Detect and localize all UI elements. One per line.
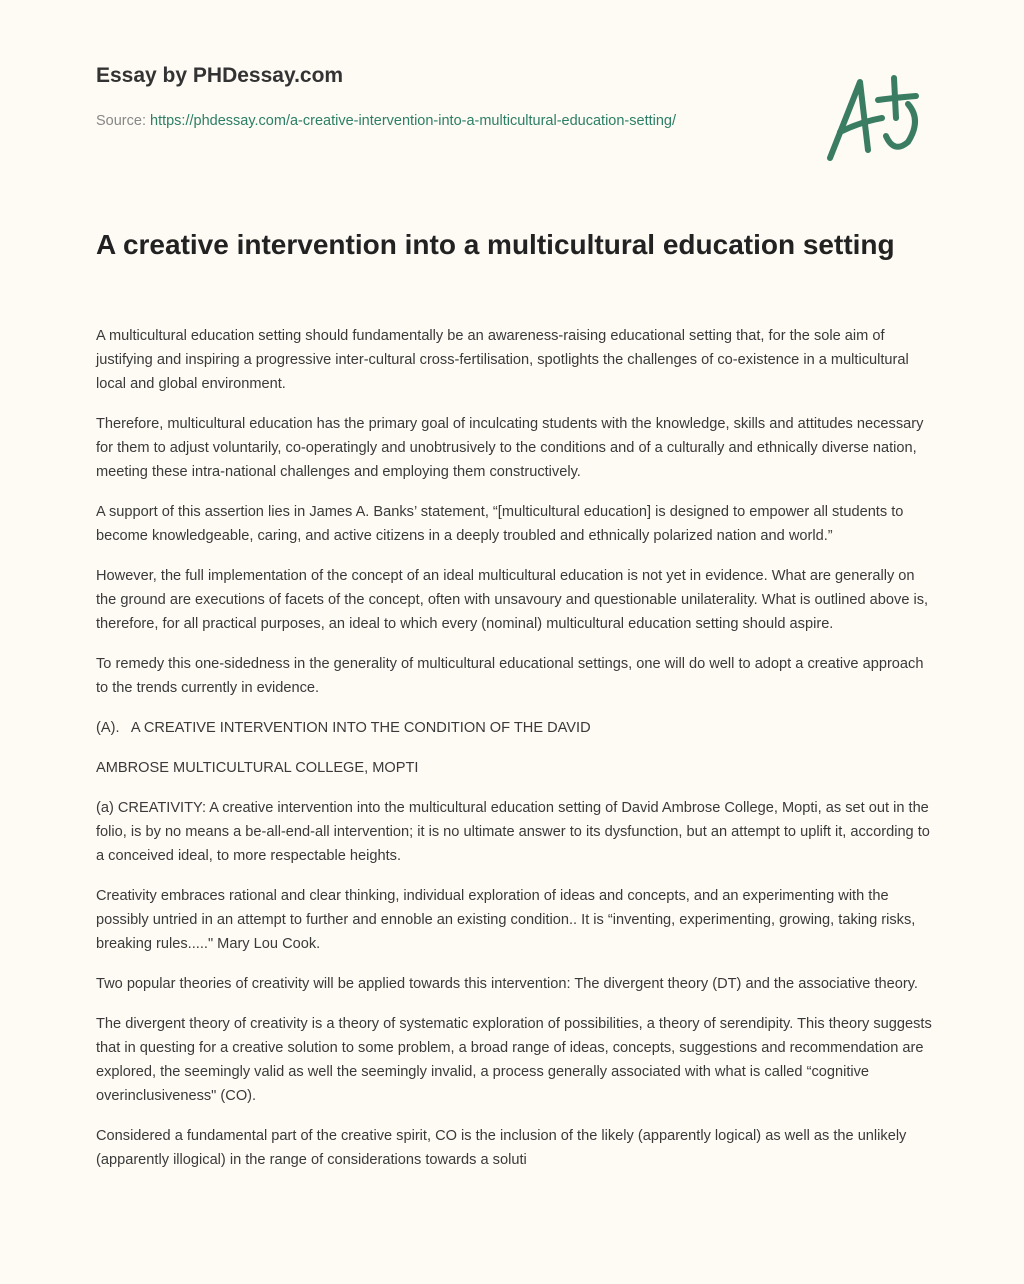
paragraph: A support of this assertion lies in James A. Banks’ statement, “[multicultural education] is designed to empower all students to become knowledgeable, caring, and active citizens in a deeply troubled and ethnically polarized nation and world.”: [96, 504, 904, 544]
paragraph: Considered a fundamental part of the creative spirit, CO is the inclusion of the likely (apparently logical) as well as the unlikely (apparently illogical) in the range of considerations towards a soluti: [96, 1128, 907, 1168]
paragraph: To remedy this one-sidedness in the generality of multicultural educational settings, one will do well to adopt a creative approach to the trends currently in evidence.: [96, 656, 924, 696]
paragraph: Creativity embraces rational and clear thinking, individual exploration of ideas and concepts, and an experimenting with the possibly untried in an attempt to further and ennoble an existing condition.. It is “inventing, experimenting, growing, taking risks, breaking rules....." Mary Lou Cook.: [96, 888, 916, 952]
section-heading: (A). A CREATIVE INTERVENTION INTO THE CONDITION OF THE DAVID: [96, 720, 591, 736]
section-heading: AMBROSE MULTICULTURAL COLLEGE, MOPTI: [96, 760, 419, 776]
paragraph: However, the full implementation of the concept of an ideal multicultural education is not yet in evidence. What are generally on the ground are executions of facets of the concept, often with unsavoury and questionable unilaterality. What is outlined above is, therefore, for all practical purposes, an ideal to which every (nominal) multicultural education setting should aspire.: [96, 568, 929, 632]
source-link[interactable]: https://phdessay.com/a-creative-intervention-into-a-multicultural-education-setting/: [150, 113, 677, 129]
paragraph: (a) CREATIVITY: A creative intervention into the multicultural education setting of David Ambrose College, Mopti, as set out in the folio, is by no means a be-all-end-all intervention; it is no ultimate answer to its dysfunction, but an attempt to uplift it, according to a conceived ideal, to more respectable heights.: [96, 800, 930, 864]
site-title: Essay by PHDessay.com: [96, 64, 344, 87]
a-plus-logo-icon: [820, 70, 930, 165]
paragraph: Therefore, multicultural education has the primary goal of inculcating students with the knowledge, skills and attitudes necessary for them to adjust voluntarily, co-operatingly and unobtrusively to the conditions and of a culturally and ethnically diverse nation, meeting these intra-national challenges and employing them constructively.: [96, 416, 924, 480]
source-line: [96, 110, 736, 133]
paragraph: Two popular theories of creativity will be applied towards this intervention: The divergent theory (DT) and the associative theory.: [96, 976, 918, 992]
article-title: A creative intervention into a multicultural education setting: [96, 229, 895, 260]
paragraph: The divergent theory of creativity is a theory of systematic exploration of possibilities, a theory of serendipity. This theory suggests that in questing for a creative solution to some problem, a broad range of ideas, concepts, suggestions and recommendation are explored, the seemingly valid as well the seemingly invalid, a process generally associated with what is called “cognitive overinclusiveness" (CO).: [96, 1016, 932, 1104]
paragraph: A multicultural education setting should fundamentally be an awareness-raising educational setting that, for the sole aim of justifying and inspiring a progressive inter-cultural cross-fertilisation, spotlights the challenges of co-existence in a multicultural local and global environment.: [96, 328, 909, 392]
article-body: [96, 324, 932, 1188]
source-label: Source:: [96, 113, 150, 129]
